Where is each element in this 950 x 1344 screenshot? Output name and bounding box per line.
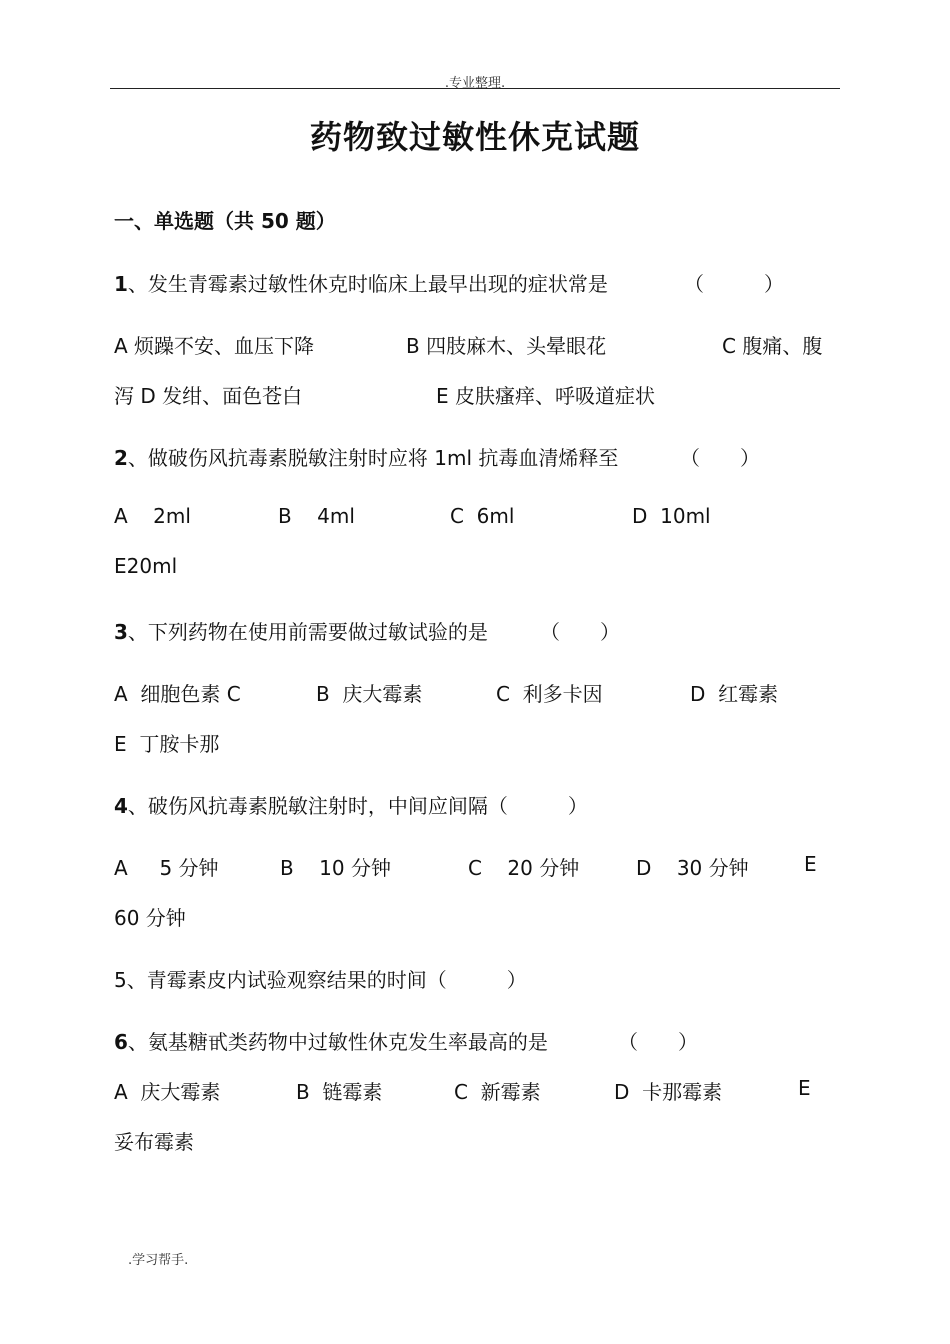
question-paren: （ ） (618, 1030, 698, 1054)
question-1 (114, 268, 608, 297)
option-d: D 10ml (632, 504, 711, 528)
question-number: 1 (114, 272, 128, 296)
option-b: B 4ml (278, 504, 355, 528)
option-c: C 20 分钟 (468, 856, 580, 880)
option-a: A 细胞色素 C (114, 682, 241, 706)
option-b: B 10 分钟 (280, 856, 391, 880)
question-number: 4 (114, 794, 128, 818)
option-a: A 5 分钟 (114, 856, 219, 880)
question-number: 2 (114, 446, 128, 470)
option-c: C 利多卡因 (496, 682, 603, 706)
question-text: 、做破伤风抗毒素脱敏注射时应将 1ml 抗毒血清烯释至 (127, 446, 619, 470)
page-footer: .学习帮手. (128, 1253, 189, 1268)
question-6 (114, 1026, 548, 1055)
option-e: E (798, 1076, 811, 1100)
option-b: B 四肢麻木、头晕眼花 (406, 334, 607, 358)
question-text: 、发生青霉素过敏性休克时临床上最早出现的症状常是 (127, 272, 608, 296)
option-c: C 新霉素 (454, 1080, 541, 1104)
question-paren: ） (507, 794, 588, 818)
question-4 (114, 790, 588, 819)
question-3 (114, 616, 488, 645)
option-a: A 烦躁不安、血压下降 (114, 334, 315, 358)
page-header: .专业整理. (444, 76, 506, 91)
question-text: 、氨基糖甙类药物中过敏性休克发生率最高的是 (127, 1030, 548, 1054)
question-paren: （ ） (680, 446, 760, 470)
option-a: A 2ml (114, 504, 191, 528)
option-c: C 6ml (450, 504, 515, 528)
option-e-value: 妥布霉素 (114, 1130, 194, 1154)
option-d: 泻 D 发绀、面色苍白 (114, 384, 303, 408)
option-b: B 链霉素 (296, 1080, 383, 1104)
option-a: A 庆大霉素 (114, 1080, 221, 1104)
document-title: 药物致过敏性休克试题 (309, 118, 640, 156)
question-text: 、青霉素皮内试验观察结果的时间（ (126, 968, 447, 992)
option-d: D 卡那霉素 (614, 1080, 723, 1104)
section-heading: 一、单选题（共 50 题） (114, 209, 336, 233)
option-e: E20ml (114, 554, 178, 578)
option-e: E (804, 852, 817, 876)
question-paren: ） (446, 968, 527, 992)
question-number: 3 (114, 620, 128, 644)
question-text: 、下列药物在使用前需要做过敏试验的是 (127, 620, 488, 644)
question-number: 6 (114, 1030, 128, 1054)
question-text: 、破伤风抗毒素脱敏注射时，中间应间隔（ (127, 794, 508, 818)
option-e: E 丁胺卡那 (114, 732, 220, 756)
option-d: D 红霉素 (690, 682, 779, 706)
question-2 (114, 442, 618, 471)
header-rule (110, 88, 840, 89)
option-c: C 腹痛、腹 (722, 334, 823, 358)
option-e-value: 60 分钟 (114, 906, 186, 930)
question-paren: （ ） (684, 272, 784, 296)
question-paren: （ ） (540, 620, 620, 644)
option-d: D 30 分钟 (636, 856, 749, 880)
question-5 (114, 964, 527, 993)
option-e: E 皮肤瘙痒、呼吸道症状 (436, 384, 655, 408)
question-number: 5 (114, 968, 127, 992)
option-b: B 庆大霉素 (316, 682, 423, 706)
